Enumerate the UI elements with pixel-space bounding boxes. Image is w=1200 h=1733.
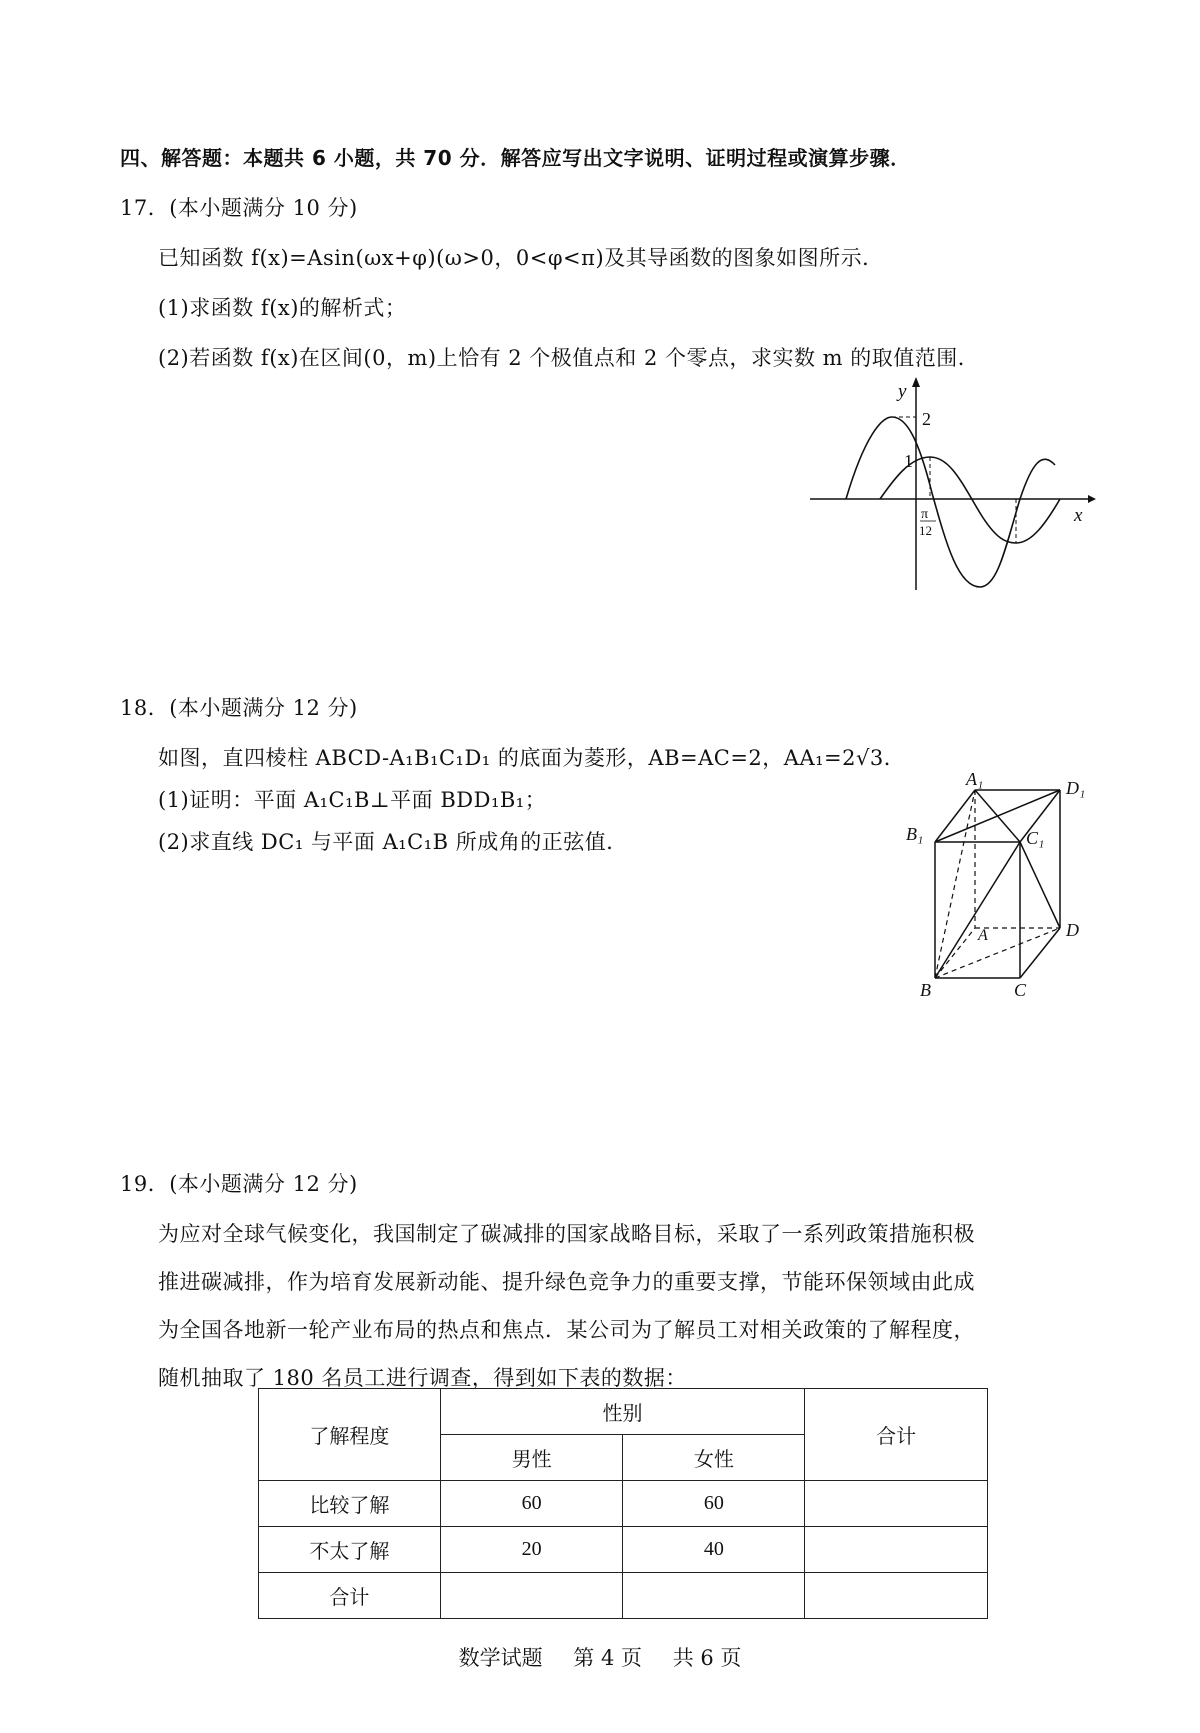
survey-table [258, 1388, 988, 1619]
label-A: A [978, 927, 988, 944]
q19-line-3: 为全国各地新一轮产业布局的热点和焦点．某公司为了解员工对相关政策的了解程度， [158, 1318, 975, 1342]
cell-total [805, 1573, 988, 1619]
tick-label-12: 12 [919, 523, 932, 538]
q17-stem: 已知函数 f(x)=Asin(ωx+φ)(ω>0，0<φ<π)及其导函数的图象如图所示． [158, 246, 884, 270]
y-axis-arrow-icon [912, 377, 920, 387]
label-C: C [1014, 980, 1027, 1000]
cell-female: 40 [623, 1527, 805, 1573]
cell-female: 60 [623, 1481, 805, 1527]
page-footer [0, 1642, 1200, 1672]
x-axis-arrow-icon [1088, 495, 1096, 503]
header-gender: 性别 [440, 1389, 804, 1435]
q18-stem: 如图，直四棱柱 ABCD-A₁B₁C₁D₁ 的底面为菱形，AB=AC=2，AA₁=2√3． [158, 746, 906, 770]
section-heading: 四、解答题：本题共 6 小题，共 70 分．解答应写出文字说明、证明过程或演算步骤． [120, 146, 911, 170]
label-D1: D₁ [1066, 778, 1086, 798]
cell-male: 60 [440, 1481, 623, 1527]
q18-prism-figure [900, 770, 1100, 1004]
header-total: 合计 [805, 1389, 988, 1481]
tick-label-1: 1 [904, 451, 913, 471]
q17-part1: (1)求函数 f(x)的解析式； [158, 296, 407, 320]
table-header-row [259, 1389, 988, 1435]
y-axis-label: y [898, 381, 907, 402]
cell-male: 20 [440, 1527, 623, 1573]
q19-line-1: 为应对全球气候变化，我国制定了碳减排的国家战略目标，采取了一系列政策措施积极 [158, 1222, 975, 1246]
footer-total: 共 6 页 [672, 1646, 742, 1670]
q17-part2: (2)若函数 f(x)在区间(0，m)上恰有 2 个极值点和 2 个零点，求实数 m 的取值范围． [158, 346, 980, 370]
q17-function-graph [810, 375, 1100, 599]
cell-total [805, 1481, 988, 1527]
footer-subject: 数学试题 [458, 1646, 543, 1670]
q18-part2: (2)求直线 DC₁ 与平面 A₁C₁B 所成角的正弦值． [158, 830, 628, 854]
q19-line-2: 推进碳减排，作为培育发展新动能、提升绿色竞争力的重要支撑，节能环保领域由此成 [158, 1270, 975, 1294]
row-label: 合计 [259, 1573, 441, 1619]
derivative-curve [846, 417, 1055, 587]
header-female: 女性 [623, 1435, 805, 1481]
cell-total [805, 1527, 988, 1573]
tick-label-2: 2 [922, 409, 931, 429]
q19-header: 19．(本小题满分 12 分) [120, 1172, 358, 1196]
x-axis-label: x [1074, 505, 1083, 526]
row-label: 比较了解 [259, 1481, 441, 1527]
cell-male [440, 1573, 623, 1619]
label-B1: B₁ [906, 824, 924, 844]
header-level: 了解程度 [259, 1389, 441, 1481]
label-D: D [1066, 920, 1079, 940]
q17-header: 17．(本小题满分 10 分) [120, 196, 358, 220]
label-B: B [920, 980, 931, 1000]
q18-part1: (1)证明：平面 A₁C₁B⊥平面 BDD₁B₁； [158, 788, 547, 812]
row-label: 不太了解 [259, 1527, 441, 1573]
table-row [259, 1527, 988, 1573]
label-A1: A₁ [966, 770, 984, 789]
tick-label-pi: π [921, 507, 929, 522]
table-row [259, 1573, 988, 1619]
label-C1: C₁ [1026, 828, 1045, 848]
cell-female [623, 1573, 805, 1619]
q18-header: 18．(本小题满分 12 分) [120, 696, 358, 720]
header-male: 男性 [440, 1435, 623, 1481]
q19-line-4: 随机抽取了 180 名员工进行调查，得到如下表的数据： [158, 1366, 687, 1390]
footer-page: 第 4 页 [573, 1646, 642, 1670]
table-row [259, 1481, 988, 1527]
